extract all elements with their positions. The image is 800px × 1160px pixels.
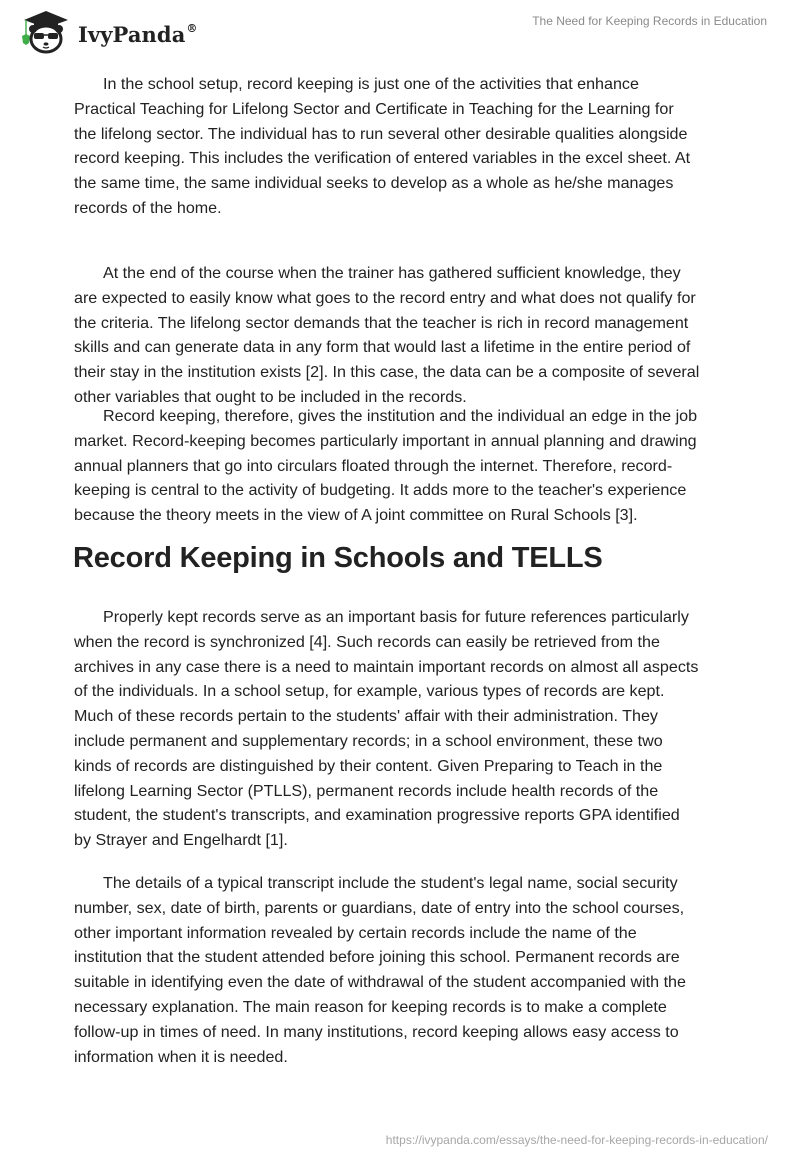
text-line: In the school setup, record keeping is just one of the activities that enhance: [103, 75, 639, 93]
paragraph: [74, 605, 698, 853]
text-line: skills and can generate data in any form that would last a lifetime in the entire period of: [74, 338, 691, 357]
text-line: kinds of records are distinguished by their content. Given Preparing to Teach in the: [74, 756, 663, 775]
text-line: Much of these records pertain to the students' affair with their administration. They: [74, 707, 658, 726]
text-line: records of the home.: [74, 198, 222, 217]
text-line: by Strayer and Engelhardt [1].: [74, 831, 288, 850]
text-line: information when it is needed.: [74, 1047, 288, 1066]
text-line: of the individuals. In a school setup, for example, various types of records are kept.: [74, 682, 665, 701]
text-line: market. Record-keeping becomes particularly important in annual planning and drawing: [74, 431, 697, 450]
text-line: the criteria. The lifelong sector demands that the teacher is rich in record management: [74, 313, 689, 332]
text-line: suitable in identifying even the date of withdrawal of the student accompanied with the: [74, 973, 686, 992]
text-line: because the theory meets in the view of A joint committee on Rural Schools [3].: [74, 506, 638, 525]
text-line: At the end of the course when the trainer has gathered sufficient knowledge, they: [103, 264, 681, 282]
registered-mark: ®: [186, 21, 198, 35]
text-line: their stay in the institution exists [2]. In this case, the data can be a composite of several: [74, 363, 700, 382]
text-line: keeping is central to the activity of budgeting. It adds more to the teacher's experience: [74, 481, 687, 500]
text-line: include permanent and supplementary records; in a school environment, these two: [74, 731, 663, 750]
text-line: follow-up in times of need. In many institutions, record keeping allows easy access to: [74, 1022, 679, 1041]
text-line: student, the student's transcripts, and examination progressive reports GPA identified: [74, 806, 680, 825]
text-line: are expected to easily know what goes to the record entry and what does not qualify for: [74, 288, 696, 307]
text-line: when the record is synchronized [4]. Such records can easily be retrieved from the: [74, 632, 660, 651]
text-line: other important information revealed by certain records include the name of the: [74, 923, 637, 942]
text-line: the same time, the same individual seeks to develop as a whole as he/she manages: [74, 174, 674, 193]
text-line: Properly kept records serve as an important basis for future references particularly: [103, 608, 689, 626]
page-header: [0, 0, 800, 56]
ivypanda-logo[interactable]: [18, 8, 198, 54]
text-line: institution that the student attended before joining this school. Permanent records are: [74, 948, 680, 967]
text-line: Record keeping, therefore, gives the institution and the individual an edge in the job: [103, 407, 698, 425]
text-line: archives in any case there is a need to maintain important records on almost all aspects: [74, 657, 699, 676]
text-line: necessary explanation. The main reason for keeping records is to make a complete: [74, 997, 667, 1016]
text-line: other variables that ought to be included in the records.: [74, 387, 467, 406]
text-line: The details of a typical transcript include the student's legal name, social security: [103, 874, 678, 892]
text-line: the lifelong sector. The individual has to run several other desirable qualities alongside: [74, 124, 688, 143]
paragraph: [74, 72, 690, 221]
text-line: record keeping. This includes the verification of entered variables in the excel sheet. At: [74, 149, 691, 168]
text-line: lifelong Learning Sector (PTLLS), permanent records include health records of the: [74, 781, 659, 800]
paragraph: [74, 404, 697, 528]
text-line: number, sex, date of birth, parents or guardians, date of entry into the school courses,: [74, 898, 685, 917]
panda-graduate-icon: [18, 8, 72, 54]
logo-wordmark: IvyPanda®: [78, 21, 198, 47]
paragraph: [74, 871, 686, 1069]
text-line: annual planners that go into circulars floated through the internet. Therefore, record-: [74, 456, 673, 475]
section-heading: Record Keeping in Schools and TELLS: [73, 542, 603, 574]
document-title: The Need for Keeping Records in Education: [532, 14, 767, 28]
text-line: Practical Teaching for Lifelong Sector and Certificate in Teaching for the Learning for: [74, 99, 674, 118]
paragraph: [74, 261, 699, 410]
source-url[interactable]: https://ivypanda.com/essays/the-need-for-keeping-records-in-education/: [385, 1133, 768, 1147]
